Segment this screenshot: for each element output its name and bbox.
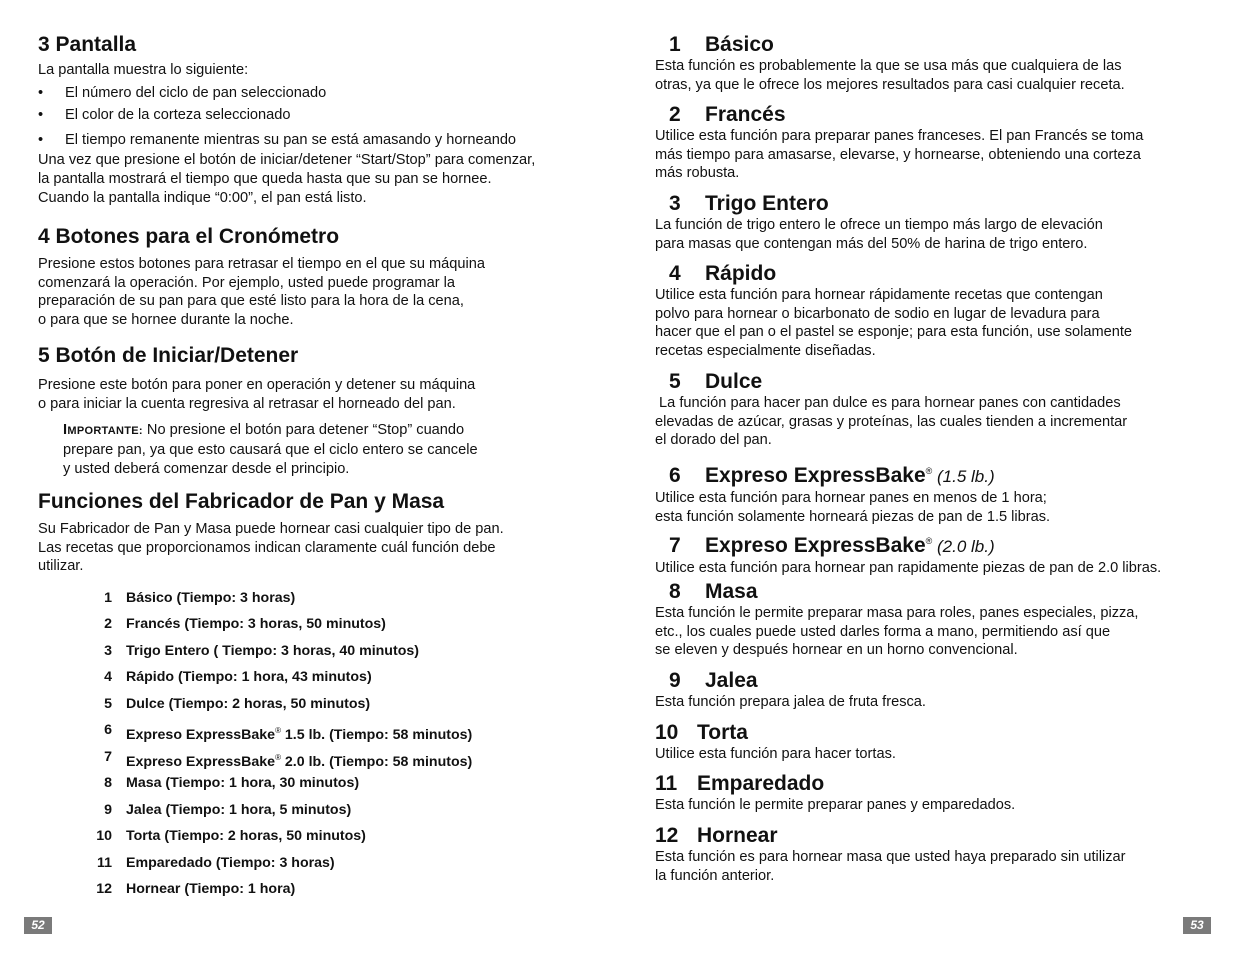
function-time-item — [38, 590, 598, 617]
body-line: Su Fabricador de Pan y Masa puede hornear casi cualquier tipo de pan. — [38, 521, 504, 537]
function-title: Dulce — [705, 370, 763, 393]
function-description — [655, 848, 1215, 885]
function-weight: (2.0 lb.) — [932, 537, 995, 556]
function-entry — [655, 529, 1215, 578]
body-line: Utilice esta función para hornear pan rapidamente piezas de pan de 2.0 libras. — [655, 560, 1162, 576]
function-title: Básico — [705, 33, 774, 56]
body-line: Utilice esta función para hornear rápidamente recetas que contengan — [655, 287, 1103, 303]
body-line: o para que se hornee durante la noche. — [38, 311, 294, 328]
function-time-item — [38, 828, 598, 855]
section-heading: 4 Botones para el Cronómetro — [38, 225, 340, 248]
body-line: Las recetas que proporcionamos indican claramente cuál función debe — [38, 539, 496, 556]
bullet-glyph: • — [38, 131, 44, 148]
function-description — [655, 559, 1215, 578]
item-number: 11 — [97, 854, 112, 871]
body-line: utilizar. — [38, 558, 84, 575]
function-time-list — [38, 590, 598, 908]
function-heading — [655, 669, 1215, 693]
bullet-text: El número del ciclo de pan seleccionado — [65, 84, 327, 101]
function-entry — [655, 33, 1215, 94]
item-text: Masa (Tiempo: 1 hora, 30 minutos) — [126, 775, 360, 792]
item-text: Trigo Entero ( Tiempo: 3 horas, 40 minutos) — [126, 642, 419, 659]
item-text: Expreso ExpressBake® 1.5 lb. (Tiempo: 58 minutos) — [126, 726, 473, 744]
function-time-item — [38, 802, 598, 829]
item-text: Francés (Tiempo: 3 horas, 50 minutos) — [126, 616, 386, 633]
body-line: etc., los cuales puede usted darles forma a mano, permitiendo así que — [655, 623, 1111, 640]
function-entry — [655, 721, 1215, 764]
body-paragraph — [38, 255, 598, 329]
function-heading — [655, 370, 1215, 394]
function-time-item — [38, 616, 598, 643]
bullet-glyph: • — [38, 84, 44, 101]
bullet-text: El color de la corteza seleccionado — [65, 107, 291, 124]
function-number: 1 — [669, 33, 681, 56]
bullet-glyph: • — [38, 107, 44, 124]
function-heading — [655, 262, 1215, 286]
section-funciones — [38, 490, 598, 908]
page-number: 53 — [1183, 917, 1211, 934]
function-heading — [655, 772, 1215, 796]
body-paragraph — [38, 376, 598, 413]
function-heading — [655, 33, 1215, 57]
body-line: o para iniciar la cuenta regresiva al retrasar el horneado del pan. — [38, 395, 456, 412]
body-line: recetas especialmente diseñadas. — [655, 342, 876, 359]
function-entry — [655, 262, 1215, 360]
section-heading: 3 Pantalla — [38, 33, 137, 56]
function-heading — [655, 721, 1215, 745]
body-line: Una vez que presione el botón de iniciar/detener “Start/Stop” para comenzar, — [38, 152, 536, 169]
function-number: 8 — [669, 580, 681, 603]
body-line: Presione estos botones para retrasar el tiempo en el que su máquina — [38, 256, 485, 272]
function-title: Francés — [705, 103, 786, 126]
bullet-item — [38, 106, 598, 125]
item-number: 6 — [104, 722, 112, 739]
function-weight: (1.5 lb.) — [932, 467, 995, 486]
function-description — [655, 127, 1215, 183]
body-line: se eleven y después hornear en un horno convencional. — [655, 642, 1018, 659]
body-line: otras, ya que le ofrece los mejores resultados para casi cualquier receta. — [655, 76, 1125, 93]
registered-mark: ® — [925, 466, 933, 476]
function-number: 5 — [669, 370, 681, 393]
body-line: La función de trigo entero le ofrece un tiempo más largo de elevación — [655, 217, 1103, 233]
function-time-item — [38, 881, 598, 908]
body-line: esta función solamente horneará piezas de pan de 1.5 libras. — [655, 508, 1051, 525]
function-title: Hornear — [697, 824, 778, 847]
function-time-item — [38, 749, 598, 776]
note-line: y usted deberá comenzar desde el principio. — [63, 461, 350, 478]
function-time-item — [38, 775, 598, 802]
section-heading: 5 Botón de Iniciar/Detener — [38, 344, 299, 367]
function-entry — [655, 103, 1215, 183]
function-number: 4 — [669, 262, 681, 285]
function-time-item — [38, 669, 598, 696]
body-line: Cuando la pantalla indique “0:00”, el pan está listo. — [38, 189, 367, 206]
body-line: el dorado del pan. — [655, 432, 772, 449]
bullet-item — [38, 84, 598, 103]
item-text: Emparedado (Tiempo: 3 horas) — [126, 854, 335, 871]
function-number: 2 — [669, 103, 681, 126]
function-heading — [655, 192, 1215, 216]
registered-mark: ® — [925, 536, 933, 546]
body-line: Esta función le permite preparar panes y emparedados. — [655, 797, 1016, 813]
function-heading — [655, 824, 1215, 848]
body-line: la función anterior. — [655, 867, 775, 884]
function-description — [655, 745, 1215, 764]
body-line: más robusta. — [655, 165, 740, 182]
section-pantalla — [38, 33, 598, 207]
function-description — [655, 796, 1215, 815]
important-label: IMPORTANTE: — [63, 422, 143, 439]
body-line: más tiempo para amasarse, elevarse, y hornearse, obteniendo una corteza — [655, 146, 1141, 163]
body-line: Utilice esta función para hacer tortas. — [655, 746, 896, 762]
function-time-item — [38, 643, 598, 670]
body-line: para masas que contengan más del 50% de harina de trigo entero. — [655, 235, 1088, 252]
function-description — [655, 286, 1215, 360]
bullet-list — [38, 84, 598, 150]
function-title: Expreso ExpressBake — [705, 464, 926, 487]
section-iniciar — [38, 344, 598, 479]
item-number: 10 — [96, 828, 112, 845]
body-line: polvo para hornear o bicarbonato de sodio en lugar de levadura para — [655, 305, 1100, 322]
body-line: la pantalla mostrará el tiempo que queda hasta que su pan se hornee. — [38, 170, 492, 187]
body-line: preparación de su pan para que esté listo para la hora de la cena, — [38, 293, 464, 310]
body-line: La función para hacer pan dulce es para hornear panes con cantidades — [655, 395, 1121, 411]
item-text: Torta (Tiempo: 2 horas, 50 minutos) — [126, 828, 366, 845]
registered-mark: ® — [275, 752, 281, 762]
section-intro: La pantalla muestra lo siguiente: — [38, 62, 249, 78]
function-description — [655, 57, 1215, 94]
function-heading — [655, 459, 1215, 489]
body-line: Utilice esta función para hornear panes en menos de 1 hora; — [655, 490, 1047, 506]
body-paragraph — [38, 520, 598, 576]
body-line: Presione este botón para poner en operación y detener su máquina — [38, 377, 476, 393]
function-title: Trigo Entero — [705, 192, 829, 215]
function-time-item — [38, 696, 598, 723]
function-title: Torta — [697, 721, 748, 744]
function-heading — [655, 103, 1215, 127]
function-title: Emparedado — [697, 772, 825, 795]
function-description — [655, 693, 1215, 712]
function-heading — [655, 580, 1215, 604]
function-number: 6 — [669, 464, 681, 487]
item-text: Hornear (Tiempo: 1 hora) — [126, 881, 296, 898]
item-text: Dulce (Tiempo: 2 horas, 50 minutos) — [126, 695, 371, 712]
item-number: 5 — [104, 695, 112, 712]
item-number: 7 — [104, 748, 112, 765]
page-number: 52 — [24, 917, 52, 934]
function-time-item — [38, 855, 598, 882]
function-entry — [655, 772, 1215, 815]
section-heading: Funciones del Fabricador de Pan y Masa — [38, 490, 445, 513]
body-paragraph — [38, 151, 598, 207]
body-line: Esta función es para hornear masa que usted haya preparado sin utilizar — [655, 849, 1126, 865]
body-line: Esta función prepara jalea de fruta fresca. — [655, 694, 926, 710]
bullet-text: El tiempo remanente mientras su pan se está amasando y horneando — [65, 131, 517, 148]
function-entry — [655, 580, 1215, 660]
item-number: 1 — [104, 589, 112, 606]
body-line: hacer que el pan o el pastel se esponje; para esta función, use solamente — [655, 324, 1133, 341]
body-line: Utilice esta función para preparar panes franceses. El pan Francés se toma — [655, 128, 1144, 144]
function-entry — [655, 669, 1215, 712]
function-number: 12 — [655, 824, 679, 847]
item-number: 4 — [104, 669, 112, 686]
function-title: Rápido — [705, 262, 777, 285]
function-heading — [655, 529, 1215, 559]
item-number: 8 — [104, 775, 112, 792]
note-line: No presione el botón para detener “Stop” cuando — [142, 422, 465, 439]
function-number: 9 — [669, 669, 681, 692]
body-line: Esta función es probablemente la que se usa más que cualquiera de las — [655, 58, 1122, 74]
function-entry — [655, 824, 1215, 885]
important-note — [63, 421, 598, 479]
function-description — [655, 604, 1215, 660]
registered-mark: ® — [275, 726, 281, 736]
item-number: 3 — [104, 642, 112, 659]
item-text: Rápido (Tiempo: 1 hora, 43 minutos) — [126, 669, 372, 686]
item-number: 12 — [96, 881, 112, 898]
item-number: 9 — [104, 801, 112, 818]
bullet-item — [38, 131, 598, 150]
body-line: comenzará la operación. Por ejemplo, usted puede programar la — [38, 274, 455, 291]
item-text: Jalea (Tiempo: 1 hora, 5 minutos) — [126, 801, 352, 818]
body-line: Esta función le permite preparar masa para roles, panes especiales, pizza, — [655, 605, 1139, 621]
function-title: Expreso ExpressBake — [705, 534, 926, 557]
function-number: 3 — [669, 192, 681, 215]
item-number: 2 — [104, 616, 112, 633]
function-entry — [655, 192, 1215, 253]
note-line: prepare pan, ya que esto causará que el ciclo entero se cancele — [63, 442, 478, 459]
item-text: Básico (Tiempo: 3 horas) — [126, 589, 296, 606]
function-time-item — [38, 722, 598, 749]
function-number: 11 — [655, 772, 678, 795]
body-line: elevadas de azúcar, grasas y proteínas, las cuales tienden a incrementar — [655, 413, 1128, 430]
function-entry — [655, 370, 1215, 450]
function-description — [655, 489, 1215, 526]
function-number: 7 — [669, 534, 681, 557]
function-entry — [655, 459, 1215, 526]
item-text: Expreso ExpressBake® 2.0 lb. (Tiempo: 58 minutos) — [126, 752, 473, 770]
section-botones — [38, 225, 598, 329]
function-title: Jalea — [705, 669, 758, 692]
function-description — [655, 216, 1215, 253]
function-number: 10 — [655, 721, 679, 744]
function-title: Masa — [705, 580, 758, 603]
function-description — [655, 394, 1215, 450]
